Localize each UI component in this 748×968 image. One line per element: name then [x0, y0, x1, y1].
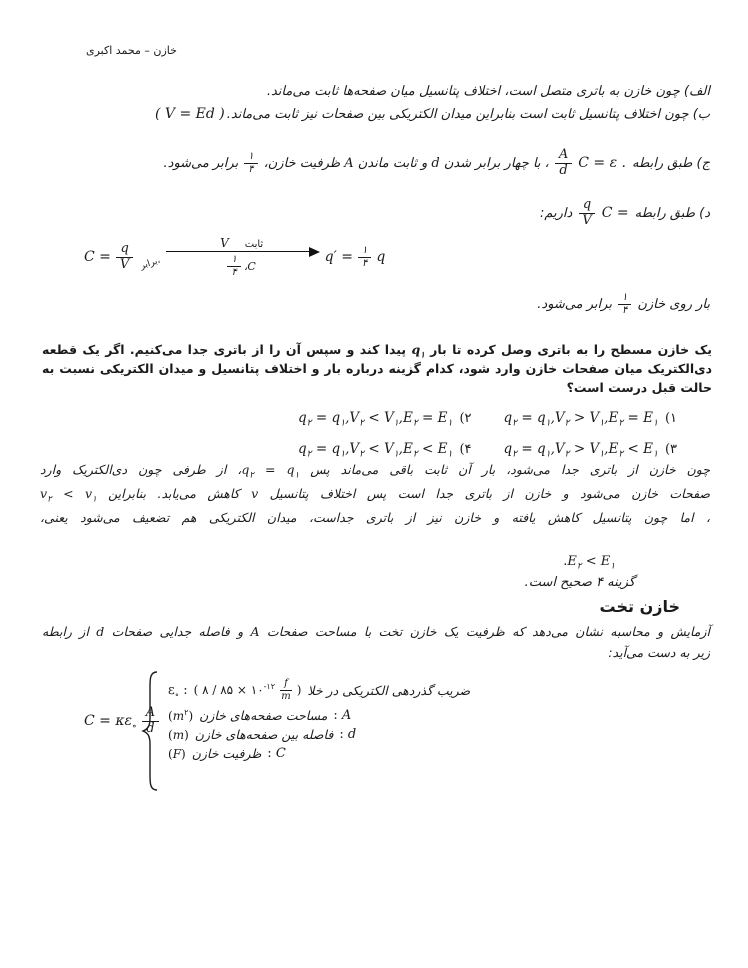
page-header-title: خازن – محمد اکبری	[86, 44, 177, 57]
arrow-head	[309, 247, 320, 257]
capacitance-lhs: $C = \kappa\varepsilon_\circ$	[84, 713, 137, 733]
option-1-math: $q_۲ = q_۱,V_۲ > V_۱,E_۲ = E_۱$	[503, 410, 658, 429]
solution-line-c	[164, 140, 710, 186]
option-2-marker: (۲	[459, 410, 472, 426]
options-row-2	[298, 441, 677, 460]
option-4	[298, 441, 472, 460]
explanation-paragraph	[40, 462, 710, 525]
line-c-pre: ج) طبق رابطه	[632, 155, 710, 171]
legend-area-symbol: : A	[333, 708, 352, 723]
legend-row-capacitance	[168, 746, 286, 761]
legend-capacitance-desc: ظرفیت خازن	[191, 746, 262, 761]
arrow-lhs: C =	[84, 249, 111, 265]
brace-left	[140, 670, 160, 792]
option-1-marker: (۱	[664, 410, 677, 426]
fraction-q-over-v: $\frac{q}{V}$	[578, 198, 595, 229]
fraction-one-quarter: $\frac{۱}{۴}$	[244, 151, 257, 175]
conclusion-line: گزینه ۴ صحیح است.	[524, 575, 635, 590]
solution-line-a: الف) چون خازن به باتری متصل است، اختلاف پتانسیل میان صفحه‌ها ثابت می‌ماند.	[266, 84, 710, 99]
legend-area-unit: $(m^۲)$	[168, 706, 194, 723]
fraction-a-over-d-main: $\frac{A}{d}$	[142, 706, 159, 737]
arrow-line	[166, 251, 318, 252]
explanation-line: چون خازن از باتری جدا می‌شود، بار آن ثابت باقی می‌ماند پس $q_۲$ = $q_۱،$ از طرفی چون دی‌الکتریک وارد	[40, 462, 710, 481]
derivation-arrow	[166, 236, 318, 278]
solution-line-b	[155, 106, 710, 122]
flat-paragraph-line: آزمایش و محاسبه نشان می‌دهد که ظرفیت یک خازن تخت با مساحت صفحات A و فاصله جدایی صفحات d از رابطه	[42, 624, 710, 639]
formula-v-ed: ( V = Ed )	[155, 106, 225, 122]
charge-result-line	[537, 286, 710, 322]
charge-post: برابر می‌شود.	[537, 296, 612, 312]
legend-epsilon-desc: ضریب گذردهی الکتریکی در خلا	[307, 682, 471, 698]
options-row-1	[298, 410, 677, 429]
legend-capacitance-unit: (F)	[168, 746, 186, 761]
line-c-lhs: C = ε .	[578, 155, 627, 171]
formula-legend	[168, 678, 470, 765]
line-d-pre: د) طبق رابطه	[634, 205, 710, 221]
legend-row-epsilon	[168, 678, 470, 702]
legend-distance-desc: فاصله بین صفحه‌های خازن	[194, 727, 334, 742]
legend-row-distance	[168, 727, 356, 742]
flat-capacitor-paragraph	[42, 624, 710, 660]
fraction-f-over-m: $\frac{f}{m}$	[281, 678, 291, 702]
question-line: یک خازن مسطح را به باتری وصل کرده تا بار $q_۱$ پیدا کند و سپس آن را از باتری جدا می‌کنیم. اگر یک قطعه	[42, 342, 712, 361]
legend-area-desc: مساحت صفحه‌های خازن	[199, 708, 328, 723]
arrow-bottom-label: $\frac{۱}{۴}$ ،C	[227, 254, 255, 278]
line-d-post: داریم:	[539, 205, 573, 221]
question-paragraph	[42, 342, 712, 395]
section-heading-flat-capacitor: خازن تخت	[599, 597, 680, 616]
option-1	[503, 410, 678, 429]
fraction-a-over-d: $\frac{A}{d}$	[555, 148, 572, 179]
legend-row-area	[168, 708, 351, 723]
option-2	[298, 410, 472, 429]
explanation-line: ، اما چون پتانسیل کاهش یافته و خازن نیز از باتری جداست، میدان الکتریکی هم تضعیف می‌شود یعنی،	[40, 510, 710, 525]
field-result: $E_۲ < E_۱$.	[563, 554, 615, 572]
arrow-rhs-q: q	[376, 249, 386, 265]
legend-distance-unit: (m)	[168, 727, 189, 742]
legend-epsilon-value: ( ۸ / ۸۵ × $۱۰^{-۱۲}$ $\frac{f}{m}$ )	[193, 678, 302, 702]
option-3-math: $q_۲ = q_۱,V_۲ > V_۱,E_۲ < E_۱$	[503, 441, 658, 460]
legend-epsilon-symbol: $\varepsilon_\circ$ :	[168, 682, 188, 701]
option-2-math: $q_۲ = q_۱,V_۲ < V_۱,E_۲ = E_۱$	[298, 410, 453, 429]
arrow-small-word: ،برابر	[139, 255, 162, 272]
fraction-q-over-v-2: $\frac{q}{V}$	[116, 242, 133, 273]
charge-pre: بار روی خازن	[637, 296, 710, 312]
fraction-one-quarter-arrow: $\frac{۱}{۴}$	[227, 254, 240, 278]
option-4-marker: (۴	[459, 441, 472, 457]
option-4-math: $q_۲ = q_۱,V_۲ < V_۱,E_۲ < E_۱$	[298, 441, 453, 460]
fraction-one-quarter-charge: $\frac{۱}{۴}$	[618, 292, 631, 316]
option-3-marker: (۳	[664, 441, 677, 457]
legend-capacitance-symbol: : C	[267, 746, 286, 761]
fraction-one-quarter-rhs: $\frac{۱}{۴}$	[358, 245, 371, 269]
question-line: حالت قبل درست است؟	[566, 380, 712, 395]
explanation-line: صفحات خازن می‌شود و خازن از باتری جدا است پس اختلاف پتانسیل v کاهش می‌یابد. بنابراین $v_۲ < v_۱$	[40, 486, 711, 505]
question-line: دی‌الکتریک میان صفحات خازن وارد شود، کدام گزینه درباره بار و اختلاف پتانسیل و میدان الکتریکی نسبت به	[42, 361, 712, 376]
arrow-derivation-formula	[84, 228, 385, 286]
line-d-lhs: C =	[601, 205, 629, 221]
option-3	[503, 441, 678, 460]
legend-distance-symbol: : d	[339, 727, 357, 742]
arrow-rhs: q′ =	[324, 249, 353, 265]
arrow-top-label: V ثابت	[220, 236, 264, 250]
line-c-post: برابر می‌شود.	[163, 155, 239, 171]
line-c-mid: ، با چهار برابر شدن d و ثابت ماندن A ظرفیت خازن،	[263, 155, 549, 171]
solution-line-d	[540, 190, 710, 236]
solution-line-b-text: ب) چون اختلاف پتانسیل ثابت است بنابراین میدان الکتریکی بین صفحات نیز ثابت می‌ماند.	[226, 106, 710, 122]
flat-paragraph-line: زیر به دست می‌آید:	[608, 645, 710, 660]
